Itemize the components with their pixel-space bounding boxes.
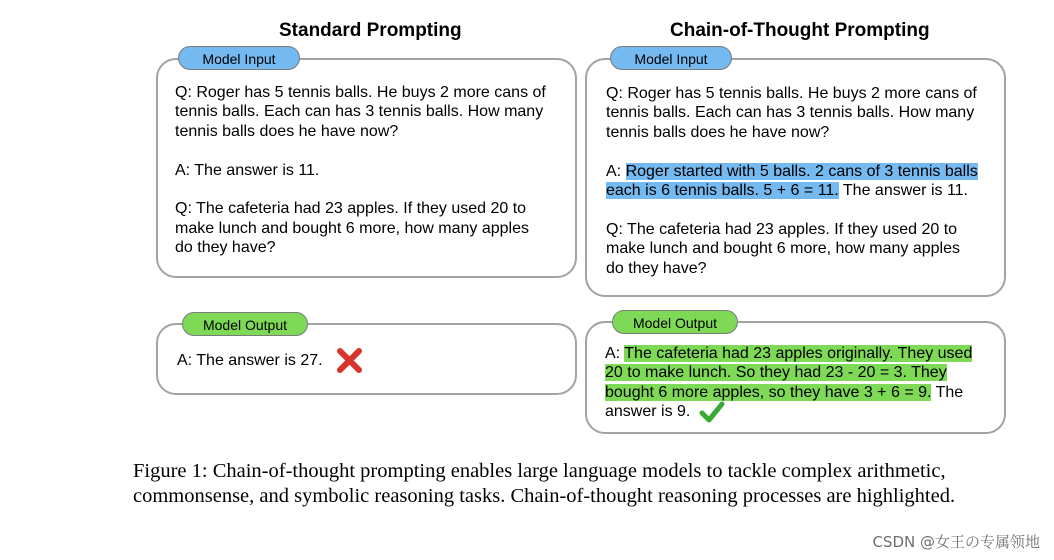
cot-highlight: Roger started with 5 balls. 2 cans of 3 tennis balls bbox=[625, 162, 978, 180]
standard-input-label: Model Input bbox=[178, 46, 300, 70]
output-line bbox=[605, 383, 972, 402]
answer-prefix: A: bbox=[605, 345, 625, 362]
text-line: Q: Roger has 5 tennis balls. He buys 2 more cans of bbox=[606, 85, 977, 102]
answer-prefix: A: bbox=[606, 162, 626, 180]
cot-answer-line1 bbox=[606, 162, 978, 181]
watermark: CSDN @女王の专属领地 bbox=[872, 533, 1040, 551]
caption-line: commonsense, and symbolic reasoning tasks. Chain-of-thought reasoning processes are highlighted. bbox=[133, 485, 956, 507]
figure-caption bbox=[133, 459, 1043, 509]
red-x-icon bbox=[336, 347, 363, 374]
cot-input-label: Model Input bbox=[610, 46, 732, 70]
cot-highlight: 20 to make lunch. So they had 23 - 20 = 3. They bbox=[605, 364, 947, 382]
output-line bbox=[605, 344, 972, 363]
caption-line: Figure 1: Chain-of-thought prompting enables large language models to tackle complex arithmetic, bbox=[133, 460, 946, 482]
output-line bbox=[605, 363, 972, 382]
cot-prompting-title: Chain-of-Thought Prompting bbox=[670, 20, 930, 41]
output-line bbox=[605, 402, 972, 421]
text-line: Q: Roger has 5 tennis balls. He buys 2 more cans of bbox=[175, 84, 546, 101]
cot-highlight: bought 6 more apples, so they have 3 + 6 = 9. bbox=[605, 383, 932, 401]
text-line: tennis balls does he have now? bbox=[175, 122, 399, 140]
text-line: do they have? bbox=[606, 259, 707, 277]
cot-highlight: The cafeteria had 23 apples originally. They used bbox=[624, 345, 973, 362]
text-line: do they have? bbox=[175, 239, 276, 257]
text-line: A: The answer is 11. bbox=[175, 161, 320, 179]
standard-input-text bbox=[175, 83, 546, 258]
green-check-icon bbox=[699, 400, 725, 424]
standard-prompting-title: Standard Prompting bbox=[279, 20, 462, 41]
text-line: tennis balls. Each can has 3 tennis balls. How many bbox=[606, 104, 975, 122]
answer-suffix: The bbox=[931, 383, 964, 401]
text-line: tennis balls. Each can has 3 tennis balls. How many bbox=[175, 103, 544, 121]
cot-answer-line2 bbox=[606, 181, 978, 200]
text-line: make lunch and bought 6 more, how many apples bbox=[175, 219, 529, 237]
text-line: make lunch and bought 6 more, how many apples bbox=[606, 240, 960, 258]
cot-highlight: each is 6 tennis balls. 5 + 6 = 11. bbox=[606, 182, 839, 200]
standard-output-text: A: The answer is 27. bbox=[177, 352, 323, 369]
cot-output-label: Model Output bbox=[612, 310, 738, 334]
answer-suffix: The answer is 11. bbox=[838, 182, 968, 200]
cot-output-text bbox=[605, 344, 972, 422]
text-line: Q: The cafeteria had 23 apples. If they used 20 to bbox=[606, 220, 958, 238]
standard-output-label: Model Output bbox=[182, 312, 308, 336]
answer-final: answer is 9. bbox=[605, 403, 691, 421]
cot-input-text bbox=[606, 84, 978, 278]
text-line: Q: The cafeteria had 23 apples. If they used 20 to bbox=[175, 200, 527, 218]
text-line: tennis balls does he have now? bbox=[606, 123, 830, 141]
